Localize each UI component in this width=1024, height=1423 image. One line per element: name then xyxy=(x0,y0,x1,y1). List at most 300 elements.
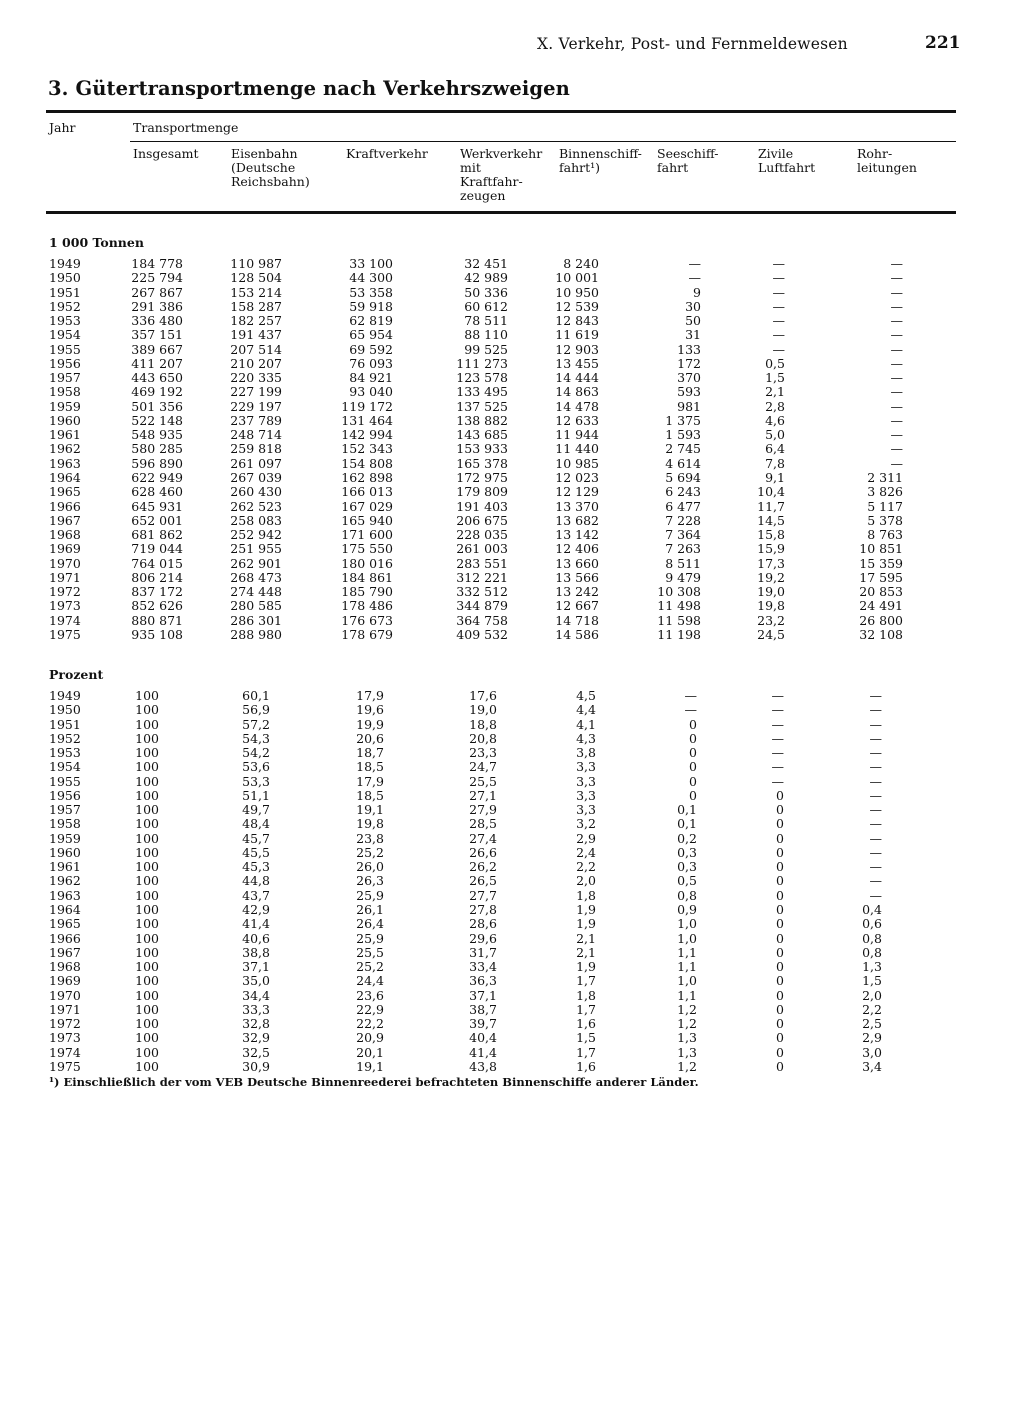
pipelines-cell: 8 763 xyxy=(867,527,903,543)
year-cell: 1960 xyxy=(49,844,81,860)
section-label-tonnes: 1 000 Tonnen xyxy=(49,235,144,250)
rail-cell: 110 987 xyxy=(230,256,282,271)
pipelines-cell: — xyxy=(869,773,882,789)
sea-shipping-cell: 9 479 xyxy=(665,569,701,585)
civil-aviation-cell: — xyxy=(772,256,785,271)
own-transport-cell: 133 495 xyxy=(456,384,508,400)
sea-shipping-cell: 1,1 xyxy=(677,944,697,960)
total-cell: 681 862 xyxy=(131,527,183,543)
year-cell: 1971 xyxy=(49,569,81,585)
table-row xyxy=(0,571,1024,585)
year-cell: 1962 xyxy=(49,873,81,889)
road-cell: 20,1 xyxy=(356,1044,384,1060)
pipelines-cell: 15 359 xyxy=(859,555,903,571)
sea-shipping-cell: 1,0 xyxy=(677,930,697,946)
rail-cell: 237 789 xyxy=(230,412,282,428)
running-head: X. Verkehr, Post- und Fernmeldewesen xyxy=(537,35,848,53)
sea-shipping-cell: 0 xyxy=(689,759,697,775)
road-cell: 19,9 xyxy=(356,716,384,732)
total-cell: 719 044 xyxy=(131,541,183,557)
table-row xyxy=(0,471,1024,485)
sea-shipping-cell: 8 511 xyxy=(665,555,701,571)
pipelines-cell: 1,5 xyxy=(862,973,882,989)
own-transport-cell: 88 110 xyxy=(464,327,508,343)
own-transport-cell: 228 035 xyxy=(456,527,508,543)
table-row xyxy=(0,614,1024,628)
own-transport-cell: 261 003 xyxy=(456,541,508,557)
year-cell: 1954 xyxy=(49,327,81,343)
road-cell: 25,9 xyxy=(356,887,384,903)
civil-aviation-cell: 5,0 xyxy=(765,427,785,443)
table-row xyxy=(0,442,1024,456)
inland-shipping-cell: 12 903 xyxy=(555,341,599,357)
year-cell: 1953 xyxy=(49,745,81,761)
civil-aviation-cell: — xyxy=(772,298,785,314)
rail-cell: 38,8 xyxy=(242,944,270,960)
sea-shipping-cell: 7 263 xyxy=(665,541,701,557)
road-cell: 24,4 xyxy=(356,973,384,989)
inland-shipping-cell: 1,9 xyxy=(576,901,596,917)
inland-shipping-cell: 14 444 xyxy=(555,370,599,386)
sea-shipping-cell: 1,2 xyxy=(677,1016,697,1032)
col-header-sea-shipping: Seeschiff- fahrt xyxy=(657,146,719,175)
sea-shipping-cell: 4 614 xyxy=(665,455,701,471)
inland-shipping-cell: 1,9 xyxy=(576,916,596,932)
rail-cell: 288 980 xyxy=(230,626,282,642)
inland-shipping-cell: 12 129 xyxy=(555,484,599,500)
civil-aviation-cell: 19,0 xyxy=(757,584,785,600)
table-row xyxy=(0,400,1024,414)
road-cell: 84 921 xyxy=(349,370,393,386)
year-cell: 1961 xyxy=(49,427,81,443)
pipelines-cell: 0,8 xyxy=(862,944,882,960)
own-transport-cell: 137 525 xyxy=(456,398,508,414)
year-cell: 1955 xyxy=(49,773,81,789)
road-cell: 166 013 xyxy=(341,484,393,500)
total-cell: 652 001 xyxy=(131,512,183,528)
inland-shipping-cell: 3,3 xyxy=(576,759,596,775)
road-cell: 19,6 xyxy=(356,702,384,718)
total-cell: 100 xyxy=(135,916,159,932)
own-transport-cell: 409 532 xyxy=(456,626,508,642)
road-cell: 142 994 xyxy=(341,427,393,443)
year-cell: 1968 xyxy=(49,527,81,543)
pipelines-cell: — xyxy=(890,412,903,428)
year-cell: 1965 xyxy=(49,916,81,932)
year-cell: 1952 xyxy=(49,298,81,314)
pipelines-cell: 32 108 xyxy=(859,626,903,642)
pipelines-cell: — xyxy=(869,787,882,803)
total-cell: 548 935 xyxy=(131,427,183,443)
year-cell: 1963 xyxy=(49,887,81,903)
civil-aviation-cell: — xyxy=(772,313,785,329)
road-cell: 25,2 xyxy=(356,959,384,975)
rail-cell: 32,8 xyxy=(242,1016,270,1032)
road-cell: 176 673 xyxy=(341,612,393,628)
pipelines-cell: 3 826 xyxy=(867,484,903,500)
own-transport-cell: 312 221 xyxy=(456,569,508,585)
table-row xyxy=(0,585,1024,599)
inland-shipping-cell: 13 242 xyxy=(555,584,599,600)
sea-shipping-cell: 1,2 xyxy=(677,1001,697,1017)
road-cell: 20,6 xyxy=(356,730,384,746)
civil-aviation-cell: 0 xyxy=(776,1016,784,1032)
rail-cell: 153 214 xyxy=(230,284,282,300)
year-cell: 1957 xyxy=(49,802,81,818)
sea-shipping-cell: 11 598 xyxy=(657,612,701,628)
table-row xyxy=(0,703,1024,717)
total-cell: 100 xyxy=(135,901,159,917)
own-transport-cell: 29,6 xyxy=(469,930,497,946)
inland-shipping-cell: 13 660 xyxy=(555,555,599,571)
inland-shipping-cell: 2,9 xyxy=(576,830,596,846)
road-cell: 184 861 xyxy=(341,569,393,585)
own-transport-cell: 138 882 xyxy=(456,412,508,428)
civil-aviation-cell: 0 xyxy=(776,830,784,846)
inland-shipping-cell: 4,4 xyxy=(576,702,596,718)
pipelines-cell: 2 311 xyxy=(867,469,903,485)
table-row xyxy=(0,946,1024,960)
tonnes-rows xyxy=(0,257,1024,642)
rail-cell: 262 523 xyxy=(230,498,282,514)
civil-aviation-cell: 1,5 xyxy=(765,370,785,386)
total-cell: 100 xyxy=(135,959,159,975)
table-row xyxy=(0,286,1024,300)
rail-cell: 280 585 xyxy=(230,598,282,614)
pipelines-cell: — xyxy=(890,298,903,314)
table-row xyxy=(0,1060,1024,1074)
road-cell: 167 029 xyxy=(341,498,393,514)
road-cell: 26,4 xyxy=(356,916,384,932)
pipelines-cell: 2,9 xyxy=(862,1030,882,1046)
pipelines-cell: 1,3 xyxy=(862,959,882,975)
own-transport-cell: 78 511 xyxy=(464,313,508,329)
col-header-total: Insgesamt xyxy=(133,146,199,161)
sea-shipping-cell: 1 593 xyxy=(665,427,701,443)
civil-aviation-cell: 0 xyxy=(776,1030,784,1046)
own-transport-cell: 42 989 xyxy=(464,270,508,286)
inland-shipping-cell: 13 370 xyxy=(555,498,599,514)
year-cell: 1957 xyxy=(49,370,81,386)
inland-shipping-cell: 12 406 xyxy=(555,541,599,557)
total-cell: 100 xyxy=(135,987,159,1003)
pipelines-cell: — xyxy=(869,716,882,732)
table-row xyxy=(0,300,1024,314)
table-row xyxy=(0,328,1024,342)
table-title: 3. Gütertransportmenge nach Verkehrszweigen xyxy=(48,77,570,100)
inland-shipping-cell: 10 001 xyxy=(555,270,599,286)
year-cell: 1949 xyxy=(49,688,81,703)
rail-cell: 57,2 xyxy=(242,716,270,732)
year-cell: 1975 xyxy=(49,1058,81,1074)
road-cell: 19,1 xyxy=(356,802,384,818)
road-cell: 185 790 xyxy=(341,584,393,600)
table-row xyxy=(0,528,1024,542)
table-row xyxy=(0,1017,1024,1031)
inland-shipping-cell: 12 633 xyxy=(555,412,599,428)
rail-cell: 56,9 xyxy=(242,702,270,718)
year-cell: 1969 xyxy=(49,541,81,557)
rail-cell: 43,7 xyxy=(242,887,270,903)
civil-aviation-cell: 0 xyxy=(776,1001,784,1017)
year-cell: 1954 xyxy=(49,759,81,775)
inland-shipping-cell: 13 566 xyxy=(555,569,599,585)
year-cell: 1958 xyxy=(49,384,81,400)
civil-aviation-cell: — xyxy=(771,716,784,732)
table-row xyxy=(0,817,1024,831)
civil-aviation-cell: — xyxy=(771,745,784,761)
sea-shipping-cell: 172 xyxy=(677,355,701,371)
civil-aviation-cell: — xyxy=(771,773,784,789)
sea-shipping-cell: 1,3 xyxy=(677,1044,697,1060)
group-rule xyxy=(130,141,956,142)
table-row xyxy=(0,500,1024,514)
own-transport-cell: 27,7 xyxy=(469,887,497,903)
sea-shipping-cell: 7 228 xyxy=(665,512,701,528)
pipelines-cell: — xyxy=(869,859,882,875)
own-transport-cell: 344 879 xyxy=(456,598,508,614)
own-transport-cell: 153 933 xyxy=(456,441,508,457)
inland-shipping-cell: 4,5 xyxy=(576,688,596,703)
year-cell: 1971 xyxy=(49,1001,81,1017)
year-cell: 1965 xyxy=(49,484,81,500)
year-cell: 1969 xyxy=(49,973,81,989)
inland-shipping-cell: 13 682 xyxy=(555,512,599,528)
civil-aviation-cell: 0 xyxy=(776,987,784,1003)
col-header-rail: Eisenbahn (Deutsche Reichsbahn) xyxy=(231,146,310,189)
own-transport-cell: 283 551 xyxy=(456,555,508,571)
civil-aviation-cell: 0 xyxy=(776,816,784,832)
rail-cell: 260 430 xyxy=(230,484,282,500)
rail-cell: 30,9 xyxy=(242,1058,270,1074)
own-transport-cell: 19,0 xyxy=(469,702,497,718)
civil-aviation-cell: — xyxy=(772,270,785,286)
year-cell: 1959 xyxy=(49,830,81,846)
total-cell: 100 xyxy=(135,973,159,989)
year-cell: 1964 xyxy=(49,469,81,485)
total-cell: 100 xyxy=(135,930,159,946)
total-cell: 622 949 xyxy=(131,469,183,485)
rail-cell: 34,4 xyxy=(242,987,270,1003)
rail-cell: 40,6 xyxy=(242,930,270,946)
inland-shipping-cell: 10 985 xyxy=(555,455,599,471)
total-cell: 267 867 xyxy=(131,284,183,300)
road-cell: 76 093 xyxy=(349,355,393,371)
year-cell: 1959 xyxy=(49,398,81,414)
year-cell: 1966 xyxy=(49,498,81,514)
pipelines-cell: — xyxy=(869,688,882,703)
pipelines-cell: 5 117 xyxy=(867,498,903,514)
own-transport-cell: 32 451 xyxy=(464,256,508,271)
pipelines-cell: — xyxy=(890,398,903,414)
civil-aviation-cell: 0 xyxy=(776,1044,784,1060)
civil-aviation-cell: 0 xyxy=(776,901,784,917)
sea-shipping-cell: 11 498 xyxy=(657,598,701,614)
civil-aviation-cell: 11,7 xyxy=(757,498,785,514)
sea-shipping-cell: 0,3 xyxy=(677,859,697,875)
pipelines-cell: — xyxy=(890,256,903,271)
inland-shipping-cell: 3,3 xyxy=(576,773,596,789)
rail-cell: 259 818 xyxy=(230,441,282,457)
pipelines-cell: — xyxy=(890,370,903,386)
own-transport-cell: 111 273 xyxy=(456,355,508,371)
own-transport-cell: 172 975 xyxy=(456,469,508,485)
pipelines-cell: 0,8 xyxy=(862,930,882,946)
inland-shipping-cell: 2,4 xyxy=(576,844,596,860)
sea-shipping-cell: 133 xyxy=(677,341,701,357)
inland-shipping-cell: 12 667 xyxy=(555,598,599,614)
sea-shipping-cell: 0,1 xyxy=(677,802,697,818)
col-header-own-transport: Werkverkehr mit Kraftfahr- zeugen xyxy=(460,146,543,203)
road-cell: 25,5 xyxy=(356,944,384,960)
rail-cell: 286 301 xyxy=(230,612,282,628)
total-cell: 225 794 xyxy=(131,270,183,286)
rail-cell: 267 039 xyxy=(230,469,282,485)
own-transport-cell: 26,5 xyxy=(469,873,497,889)
own-transport-cell: 28,5 xyxy=(469,816,497,832)
pipelines-cell: — xyxy=(869,844,882,860)
road-cell: 175 550 xyxy=(341,541,393,557)
civil-aviation-cell: 0 xyxy=(776,887,784,903)
rail-cell: 42,9 xyxy=(242,901,270,917)
footnote: ¹) Einschließlich der vom VEB Deutsche Binnenreederei befrachteten Binnenschiffe anderer Länder. xyxy=(49,1075,699,1089)
rail-cell: 35,0 xyxy=(242,973,270,989)
total-cell: 764 015 xyxy=(131,555,183,571)
table-row xyxy=(0,557,1024,571)
total-cell: 100 xyxy=(135,688,159,703)
rail-cell: 262 901 xyxy=(230,555,282,571)
road-cell: 62 819 xyxy=(349,313,393,329)
rail-cell: 54,2 xyxy=(242,745,270,761)
pipelines-cell: 26 800 xyxy=(859,612,903,628)
own-transport-cell: 206 675 xyxy=(456,512,508,528)
table-row xyxy=(0,832,1024,846)
table-row xyxy=(0,343,1024,357)
own-transport-cell: 23,3 xyxy=(469,745,497,761)
table-row xyxy=(0,385,1024,399)
year-cell: 1972 xyxy=(49,584,81,600)
inland-shipping-cell: 12 539 xyxy=(555,298,599,314)
sea-shipping-cell: 0,9 xyxy=(677,901,697,917)
year-cell: 1963 xyxy=(49,455,81,471)
total-cell: 100 xyxy=(135,944,159,960)
total-cell: 291 386 xyxy=(131,298,183,314)
inland-shipping-cell: 11 440 xyxy=(555,441,599,457)
sea-shipping-cell: 0 xyxy=(689,787,697,803)
page-number: 221 xyxy=(925,33,961,53)
year-cell: 1952 xyxy=(49,730,81,746)
table-row xyxy=(0,803,1024,817)
civil-aviation-cell: 0 xyxy=(776,859,784,875)
road-cell: 20,9 xyxy=(356,1030,384,1046)
rail-cell: 268 473 xyxy=(230,569,282,585)
col-header-pipelines: Rohr- leitungen xyxy=(857,146,917,175)
total-cell: 100 xyxy=(135,1044,159,1060)
own-transport-cell: 332 512 xyxy=(456,584,508,600)
total-cell: 596 890 xyxy=(131,455,183,471)
year-cell: 1973 xyxy=(49,598,81,614)
year-cell: 1958 xyxy=(49,816,81,832)
pipelines-cell: 0,6 xyxy=(862,916,882,932)
sea-shipping-cell: 1,2 xyxy=(677,1058,697,1074)
inland-shipping-cell: 1,7 xyxy=(576,1044,596,1060)
year-cell: 1968 xyxy=(49,959,81,975)
table-row xyxy=(0,628,1024,642)
road-cell: 44 300 xyxy=(349,270,393,286)
total-cell: 100 xyxy=(135,716,159,732)
total-cell: 806 214 xyxy=(131,569,183,585)
road-cell: 19,1 xyxy=(356,1058,384,1074)
pipelines-cell: — xyxy=(869,887,882,903)
table-row xyxy=(0,599,1024,613)
own-transport-cell: 179 809 xyxy=(456,484,508,500)
total-cell: 837 172 xyxy=(131,584,183,600)
rail-cell: 60,1 xyxy=(242,688,270,703)
table-row xyxy=(0,732,1024,746)
sea-shipping-cell: 1,1 xyxy=(677,987,697,1003)
rail-cell: 128 504 xyxy=(230,270,282,286)
pipelines-cell: 3,0 xyxy=(862,1044,882,1060)
total-cell: 100 xyxy=(135,730,159,746)
civil-aviation-cell: 23,2 xyxy=(757,612,785,628)
year-cell: 1967 xyxy=(49,512,81,528)
civil-aviation-cell: 7,8 xyxy=(765,455,785,471)
civil-aviation-cell: 0 xyxy=(776,959,784,975)
road-cell: 53 358 xyxy=(349,284,393,300)
own-transport-cell: 27,8 xyxy=(469,901,497,917)
rail-cell: 229 197 xyxy=(230,398,282,414)
table-row xyxy=(0,874,1024,888)
own-transport-cell: 26,6 xyxy=(469,844,497,860)
civil-aviation-cell: — xyxy=(772,284,785,300)
inland-shipping-cell: 3,3 xyxy=(576,787,596,803)
total-cell: 184 778 xyxy=(131,256,183,271)
total-cell: 100 xyxy=(135,702,159,718)
sea-shipping-cell: — xyxy=(684,702,697,718)
rail-cell: 53,6 xyxy=(242,759,270,775)
pipelines-cell: — xyxy=(890,384,903,400)
total-cell: 100 xyxy=(135,830,159,846)
pipelines-cell: — xyxy=(869,830,882,846)
rail-cell: 191 437 xyxy=(230,327,282,343)
road-cell: 180 016 xyxy=(341,555,393,571)
sea-shipping-cell: 50 xyxy=(685,313,701,329)
sea-shipping-cell: 370 xyxy=(677,370,701,386)
table-row xyxy=(0,1046,1024,1060)
table-row xyxy=(0,932,1024,946)
total-cell: 100 xyxy=(135,802,159,818)
civil-aviation-cell: — xyxy=(771,702,784,718)
civil-aviation-cell: 0 xyxy=(776,930,784,946)
road-cell: 131 464 xyxy=(341,412,393,428)
own-transport-cell: 39,7 xyxy=(469,1016,497,1032)
total-cell: 100 xyxy=(135,816,159,832)
own-transport-cell: 25,5 xyxy=(469,773,497,789)
rail-cell: 48,4 xyxy=(242,816,270,832)
inland-shipping-cell: 4,3 xyxy=(576,730,596,746)
inland-shipping-cell: 4,1 xyxy=(576,716,596,732)
own-transport-cell: 18,8 xyxy=(469,716,497,732)
sea-shipping-cell: — xyxy=(688,256,701,271)
rail-cell: 158 287 xyxy=(230,298,282,314)
civil-aviation-cell: 10,4 xyxy=(757,484,785,500)
sea-shipping-cell: 9 xyxy=(693,284,701,300)
road-cell: 162 898 xyxy=(341,469,393,485)
civil-aviation-cell: 0 xyxy=(776,973,784,989)
pipelines-cell: 3,4 xyxy=(862,1058,882,1074)
rail-cell: 227 199 xyxy=(230,384,282,400)
year-cell: 1956 xyxy=(49,787,81,803)
